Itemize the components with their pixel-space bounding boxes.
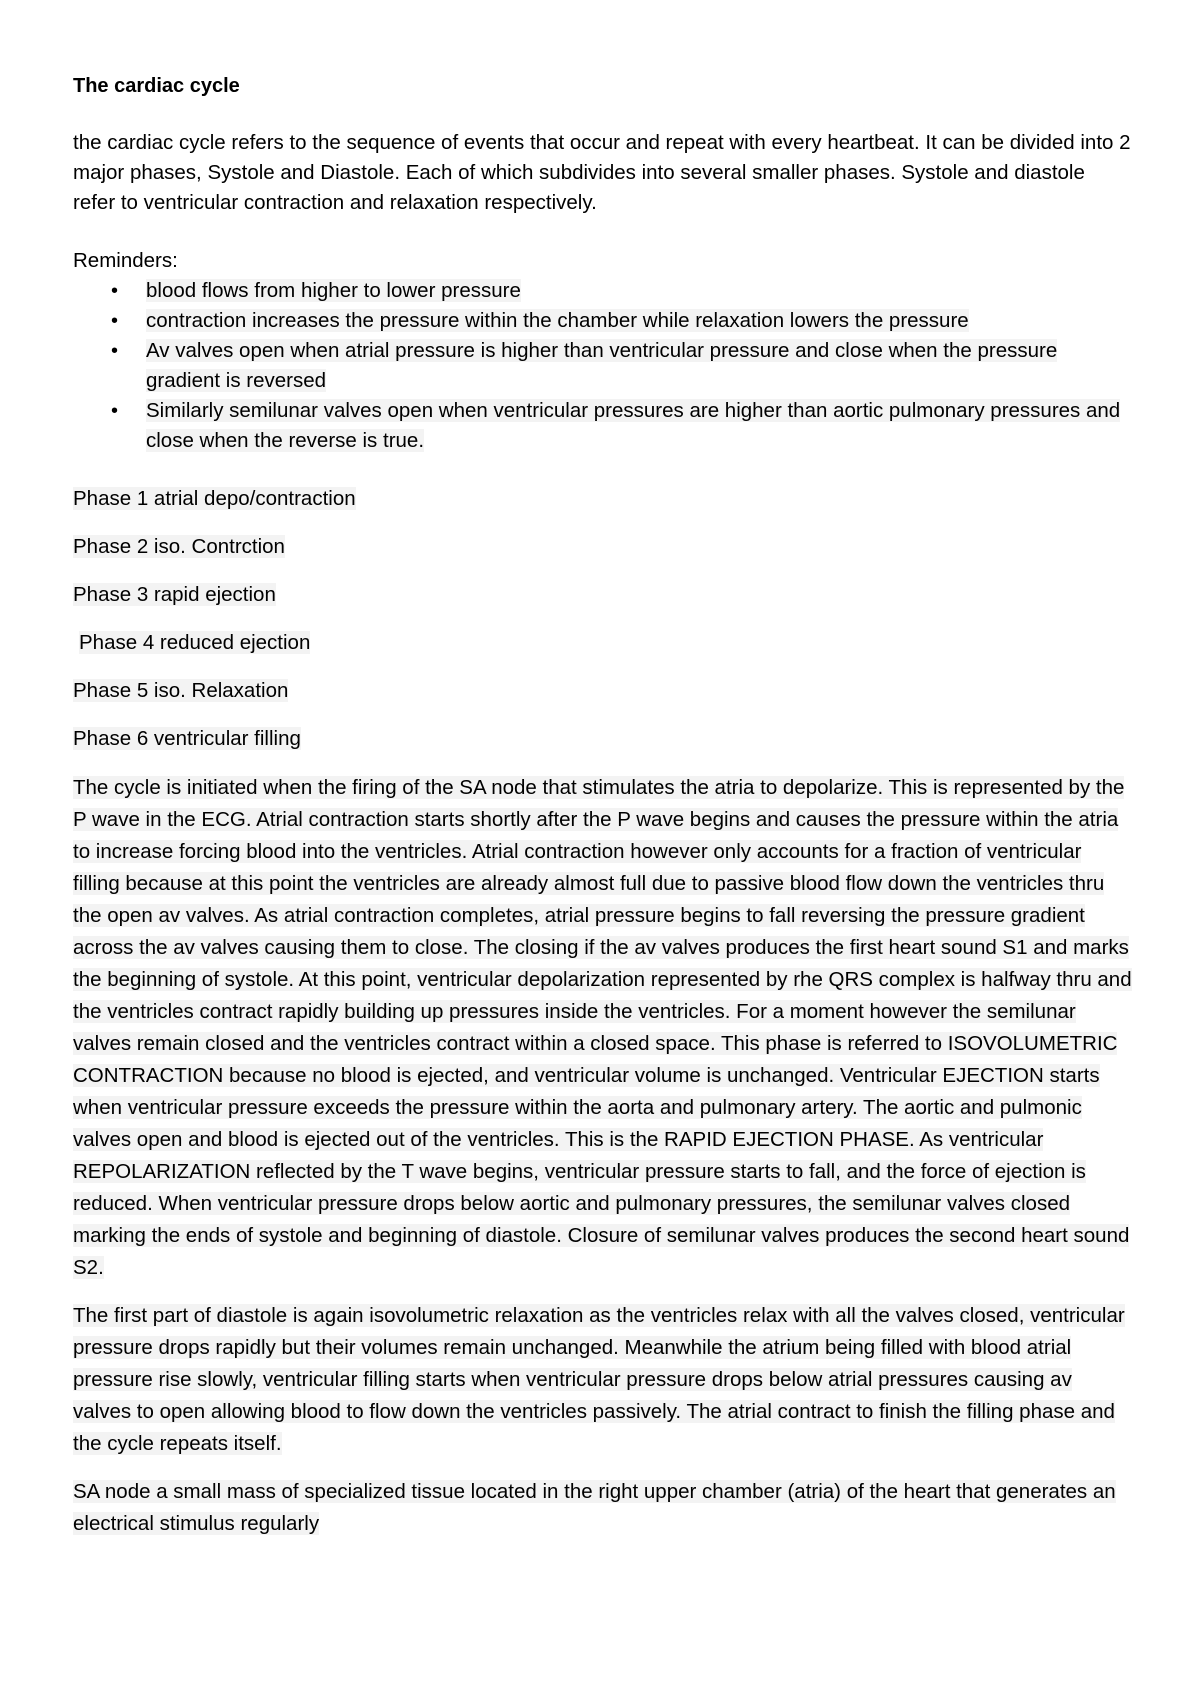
bullet-icon: • xyxy=(111,310,119,332)
phase-line xyxy=(73,676,1132,706)
reminder-text: contraction increases the pressure within the chamber while relaxation lowers the pressure xyxy=(146,309,969,332)
phase-line xyxy=(73,580,1132,610)
reminder-text: Similarly semilunar valves open when ventricular pressures are higher than aortic pulmonary pressures and close when the reverse is true. xyxy=(146,399,1121,452)
phase-text: Phase 2 iso. Contrction xyxy=(73,535,285,558)
reminders-label: Reminders: xyxy=(73,249,178,272)
paragraph-text: SA node a small mass of specialized tissue located in the right upper chamber (atria) of the heart that generates an electrical stimulus regularly xyxy=(73,1480,1116,1535)
bullet-icon: • xyxy=(111,280,119,302)
phase-line xyxy=(73,724,1132,754)
phase-text: Phase 3 rapid ejection xyxy=(73,583,276,606)
paragraph-text: The cycle is initiated when the firing of the SA node that stimulates the atria to depolarize. This is represented by the P wave in the ECG. Atrial contraction starts shortly after the P wave begins and causes the pressure within the atria to increase forcing blood into the ventricles. Atrial contraction however only accounts for a fraction of ventricular filling because at this point the ventricles are already almost full due to passive blood flow down the ventricles thru the open av valves. As atrial contraction completes, atrial pressure begins to fall reversing the pressure gradient across the av valves causing them to close. The closing if the av valves produces the first heart sound S1 and marks the beginning of systole. At this point, ventricular depolarization represented by rhe QRS complex is halfway thru and the ventricles contract rapidly building up pressures inside the ventricles. For a moment however the semilunar valves remain closed and the ventricles contract within a closed space. This phase is referred to ISOVOLUMETRIC CONTRACTION because no blood is ejected, and ventricular volume is unchanged. Ventricular EJECTION starts when ventricular pressure exceeds the pressure within the aorta and pulmonary artery. The aortic and pulmonic valves open and blood is ejected out of the ventricles. This is the RAPID EJECTION PHASE. As ventricular REPOLARIZATION reflected by the T wave begins, ventricular pressure starts to fall, and the force of ejection is reduced. When ventricular pressure drops below aortic and pulmonary pressures, the semilunar valves closed marking the ends of systole and beginning of diastole. Closure of semilunar valves produces the second heart sound S2. xyxy=(73,776,1132,1279)
document-title: The cardiac cycle xyxy=(73,75,240,97)
body-paragraph xyxy=(73,1300,1132,1460)
list-item xyxy=(73,276,1132,306)
reminders-list xyxy=(73,276,1132,456)
phase-text: Phase 5 iso. Relaxation xyxy=(73,679,289,702)
body-paragraph xyxy=(73,1476,1132,1540)
intro-paragraph: the cardiac cycle refers to the sequence of events that occur and repeat with every heartbeat. It can be divided into 2 major phases, Systole and Diastole. Each of which subdivides into several smaller phases. Systole and diastole refer to ventricular contraction and relaxation respectively. xyxy=(73,131,1131,214)
body-paragraph xyxy=(73,772,1132,1284)
phase-text: Phase 4 reduced ejection xyxy=(79,631,311,654)
phase-text: Phase 6 ventricular filling xyxy=(73,727,301,750)
bullet-icon: • xyxy=(111,400,119,422)
phase-line xyxy=(73,532,1132,562)
reminder-text: Av valves open when atrial pressure is higher than ventricular pressure and close when the pressure gradient is reversed xyxy=(146,339,1058,392)
list-item xyxy=(73,396,1132,456)
reminder-text: blood flows from higher to lower pressure xyxy=(146,279,521,302)
list-item xyxy=(73,336,1132,396)
phase-line xyxy=(73,628,1132,658)
list-item xyxy=(73,306,1132,336)
phase-line xyxy=(73,484,1132,514)
phase-text: Phase 1 atrial depo/contraction xyxy=(73,487,356,510)
bullet-icon: • xyxy=(111,340,119,362)
paragraph-text: The first part of diastole is again isovolumetric relaxation as the ventricles relax with all the valves closed, ventricular pressure drops rapidly but their volumes remain unchanged. Meanwhile the atrium being filled with blood atrial pressure rise slowly, ventricular filling starts when ventricular pressure drops below atrial pressures causing av valves to open allowing blood to flow down the ventricles passively. The atrial contract to finish the filling phase and the cycle repeats itself. xyxy=(73,1304,1125,1455)
